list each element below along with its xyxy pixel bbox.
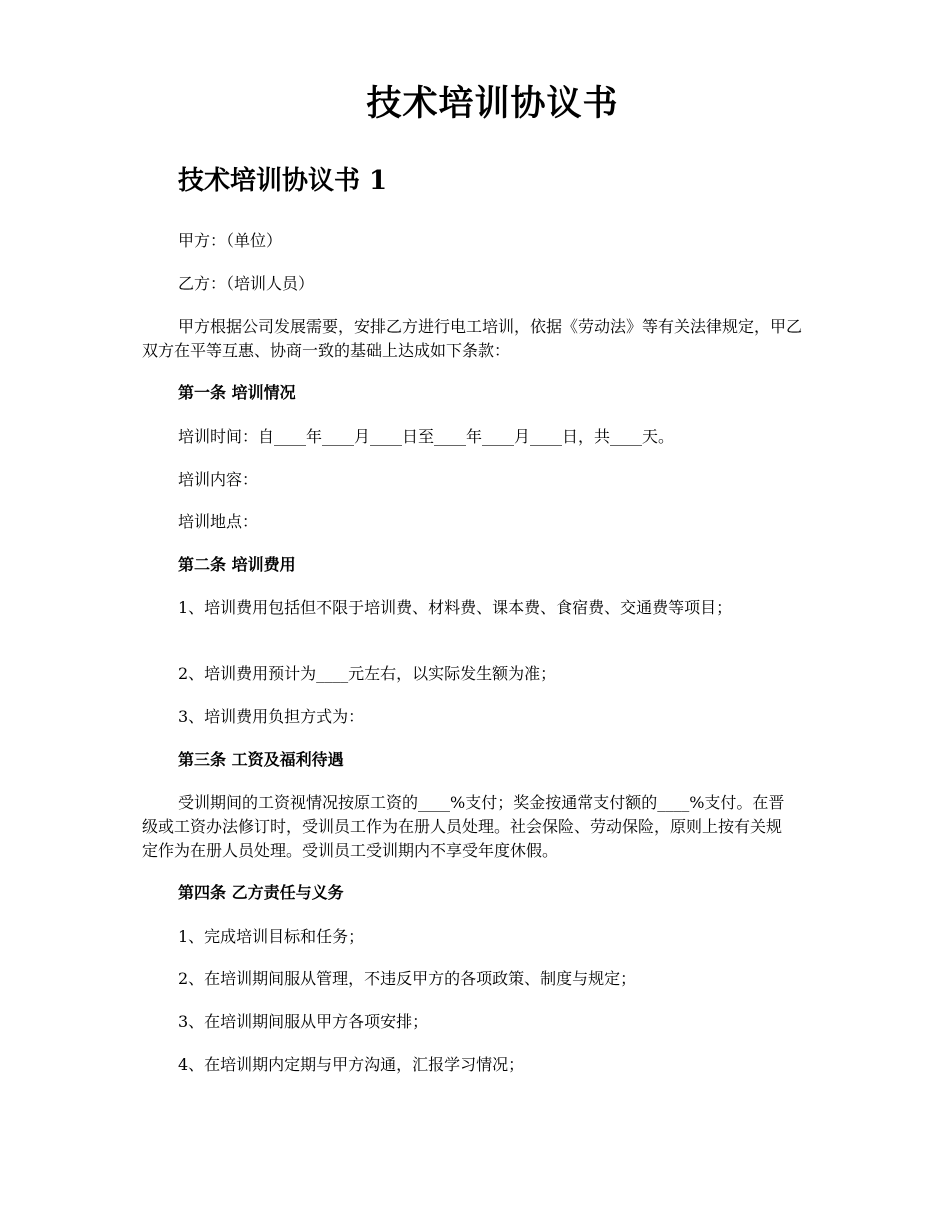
article4-item2: 2、在培训期间服从管理，不违反甲方的各项政策、制度与规定； [178, 969, 637, 988]
article3-heading: 第三条 工资及福利待遇 [178, 750, 344, 769]
agreement-subtitle: 技术培训协议书 1 [178, 166, 388, 196]
article4-heading: 第四条 乙方责任与义务 [178, 883, 344, 902]
article2-heading: 第二条 培训费用 [178, 555, 296, 574]
article4-item3: 3、在培训期间服从甲方各项安排； [178, 1012, 429, 1031]
article1-heading: 第一条 培训情况 [178, 383, 296, 402]
party-a-line: 甲方：（单位） [178, 231, 283, 250]
document-title: 技术培训协议书 [366, 83, 619, 124]
article2-item1: 1、培训费用包括但不限于培训费、材料费、课本费、食宿费、交通费等项目； [178, 598, 733, 617]
article2-item2: 2、培训费用预计为____元左右，以实际发生额为准； [178, 664, 557, 683]
article2-item3: 3、培训费用负担方式为： [178, 707, 365, 726]
training-time-line: 培训时间：自____年____月____日至____年____月____日，共____天。 [178, 427, 675, 446]
article4-item4: 4、在培训期内定期与甲方沟通，汇报学习情况； [178, 1055, 525, 1074]
training-location-line: 培训地点： [178, 512, 259, 531]
party-b-line: 乙方：（培训人员） [178, 274, 315, 293]
article4-item1: 1、完成培训目标和任务； [178, 927, 365, 946]
article3-paragraph: 受训期间的工资视情况按原工资的____%支付；奖金按通常支付额的____%支付。在晋级或工资办法修订时，受训员工作为在册人员处理。社会保险、劳动保险，原则上按有关规定作为在册人员处理。受训员工受训期内不享受年度休假。 [142, 793, 785, 860]
intro-paragraph: 甲方根据公司发展需要，安排乙方进行电工培训，依据《劳动法》等有关法律规定，甲乙双方在平等互惠、协商一致的基础上达成如下条款： [142, 317, 803, 360]
training-content-line: 培训内容： [178, 470, 259, 489]
